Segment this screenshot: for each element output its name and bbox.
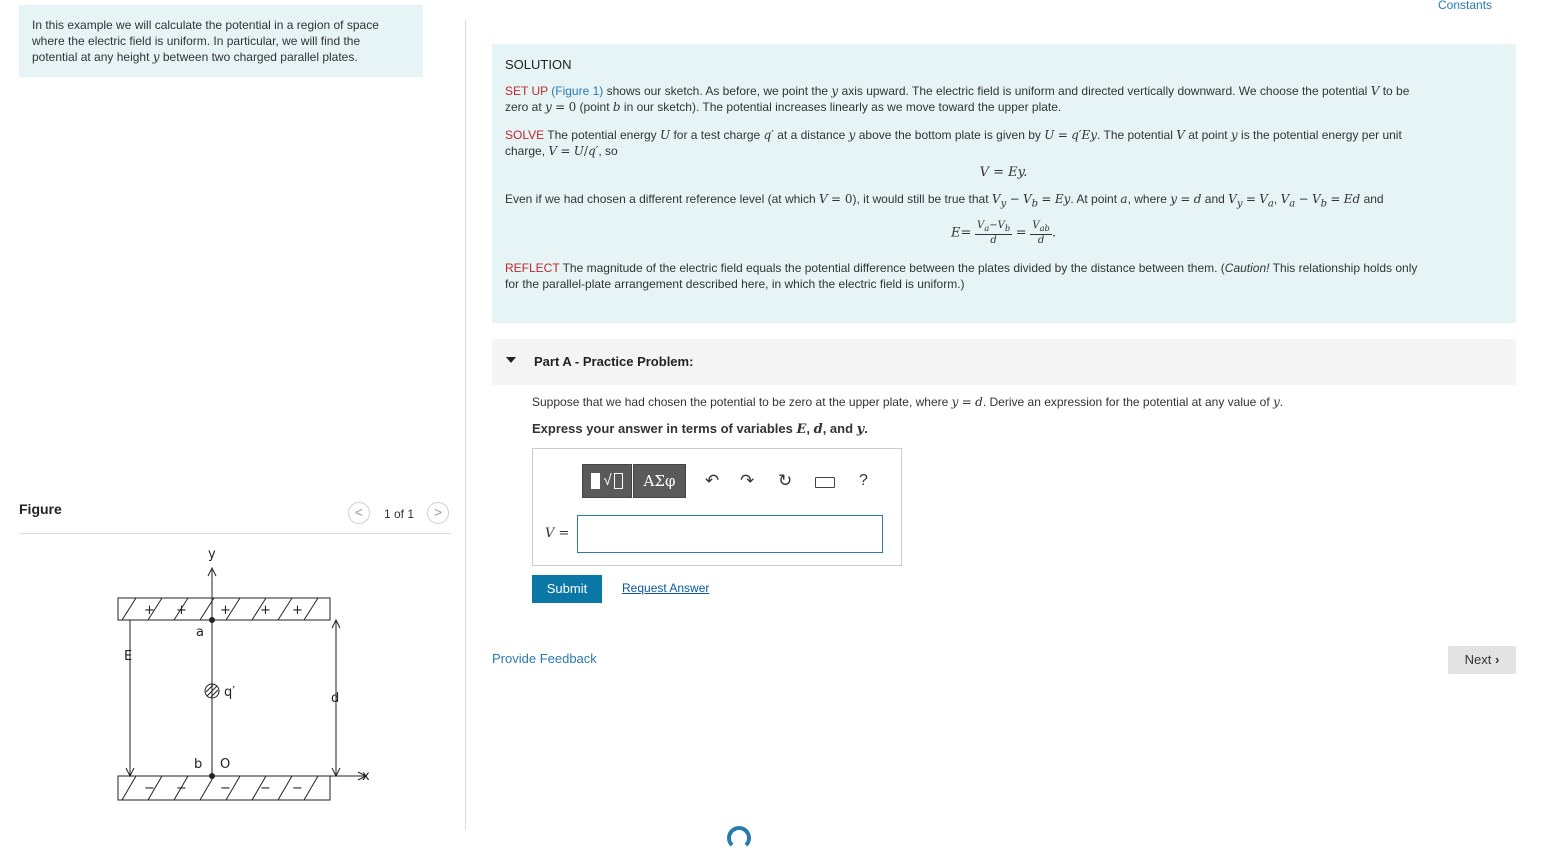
distance-label: d — [331, 691, 340, 706]
parallel-plates-figure — [110, 540, 380, 805]
symbols-button[interactable]: ΑΣφ — [633, 464, 686, 498]
intro-line-1: In this example we will calculate the potential in a region of space — [32, 18, 379, 32]
question-text: Suppose that we had chosen the potential to be zero at the upper plate, where y = d. Derive an expression for the potential at any value of y. — [532, 395, 1284, 409]
y-axis-label: y — [208, 547, 216, 562]
constants-link[interactable]: Constants — [1438, 0, 1493, 12]
svg-text:−: − — [220, 781, 231, 796]
next-button[interactable]: Next › — [1448, 646, 1516, 674]
figure-prev-button[interactable]: < — [348, 502, 370, 524]
svg-text:+: + — [260, 603, 271, 618]
intro-text — [19, 5, 423, 77]
solution-panel — [492, 44, 1516, 323]
chevron-right-icon: › — [1495, 652, 1500, 667]
svg-text:+: + — [220, 603, 231, 618]
setup-paragraph: SET UP (Figure 1) shows our sketch. As before, we point the y axis upward. The electric field is uniform and directed vertically downward. We choose the potential V to be zero at y = 0 (point b in our sketch). The potential increases linearly as we move toward the upper plate. — [505, 84, 1410, 114]
x-axis-label: x — [362, 769, 370, 784]
intro-line-2: where the electric field is uniform. In particular, we will find the — [32, 34, 361, 48]
answer-instruction: Express your answer in terms of variables E, d, and y. — [532, 421, 868, 437]
part-a-header[interactable] — [492, 339, 1516, 385]
figure-next-button[interactable]: > — [427, 502, 449, 524]
solve-paragraph: SOLVE The potential energy U for a test charge q′ at a distance y above the bottom plate is given by U = q′Ey. The potential V at point y is the potential energy per unit charge, V = U/q′, so — [505, 128, 1402, 158]
answer-label: V = — [545, 526, 570, 541]
part-a-title: Part A - Practice Problem: — [534, 354, 694, 369]
request-answer-link[interactable]: Request Answer — [622, 581, 710, 595]
figure-count: 1 of 1 — [384, 507, 415, 521]
svg-text:+: + — [144, 603, 155, 618]
figure-link[interactable]: (Figure 1) — [551, 84, 604, 98]
even-paragraph: Even if we had chosen a different reference level (at which V = 0), it would still be true that $V_y - V_b = Ey$. At point a, where y = d and $V_y = V_a$, $V_a - V_b = Ed$ and — [505, 192, 1384, 210]
answer-input[interactable] — [577, 515, 883, 553]
figure-title: Figure — [19, 501, 62, 517]
keyboard-icon[interactable] — [815, 477, 835, 488]
point-a-label: a — [196, 625, 204, 640]
templates-button[interactable] — [582, 464, 632, 498]
collapse-arrow-icon[interactable] — [506, 357, 516, 363]
loading-spinner-icon — [727, 826, 751, 850]
answer-editor — [532, 448, 902, 566]
submit-button[interactable]: Submit — [532, 575, 602, 603]
help-icon[interactable]: ? — [859, 472, 868, 489]
svg-text:−: − — [292, 781, 303, 796]
svg-text:+: + — [176, 603, 187, 618]
provide-feedback-link[interactable]: Provide Feedback — [492, 651, 597, 666]
svg-text:−: − — [176, 781, 187, 796]
field-label: E — [124, 649, 133, 664]
svg-text:+: + — [292, 603, 303, 618]
solution-title: SOLUTION — [505, 57, 572, 72]
equation-e-field: E= $\frac{V_a-V_b}{d}$ = $\frac{V_{ab}}{d}$ . — [950, 220, 1056, 247]
undo-icon[interactable]: ↶ — [705, 471, 720, 490]
template-box-icon — [591, 473, 600, 489]
origin-label: O — [220, 757, 231, 772]
reset-icon[interactable]: ↻ — [778, 471, 793, 490]
pane-divider[interactable] — [465, 20, 466, 830]
svg-text:−: − — [260, 781, 271, 796]
equation-v-ey: V = Ey. — [979, 165, 1028, 180]
point-b-label: b — [194, 757, 203, 772]
charge-label: q′ — [224, 685, 236, 700]
figure-divider — [19, 533, 451, 534]
svg-text:−: − — [144, 781, 155, 796]
sqrt-icon: √ — [603, 472, 612, 489]
intro-line-3: potential at any height y between two charged parallel plates. — [32, 50, 358, 64]
reflect-paragraph: REFLECT The magnitude of the electric field equals the potential difference between the plates divided by the distance between them. (Caution! This relationship holds only for the parallel-plate arrangement described here, in which the electric field is uniform.) — [505, 261, 1418, 292]
template-slot-icon — [614, 473, 623, 489]
redo-icon[interactable]: ↷ — [740, 471, 755, 490]
